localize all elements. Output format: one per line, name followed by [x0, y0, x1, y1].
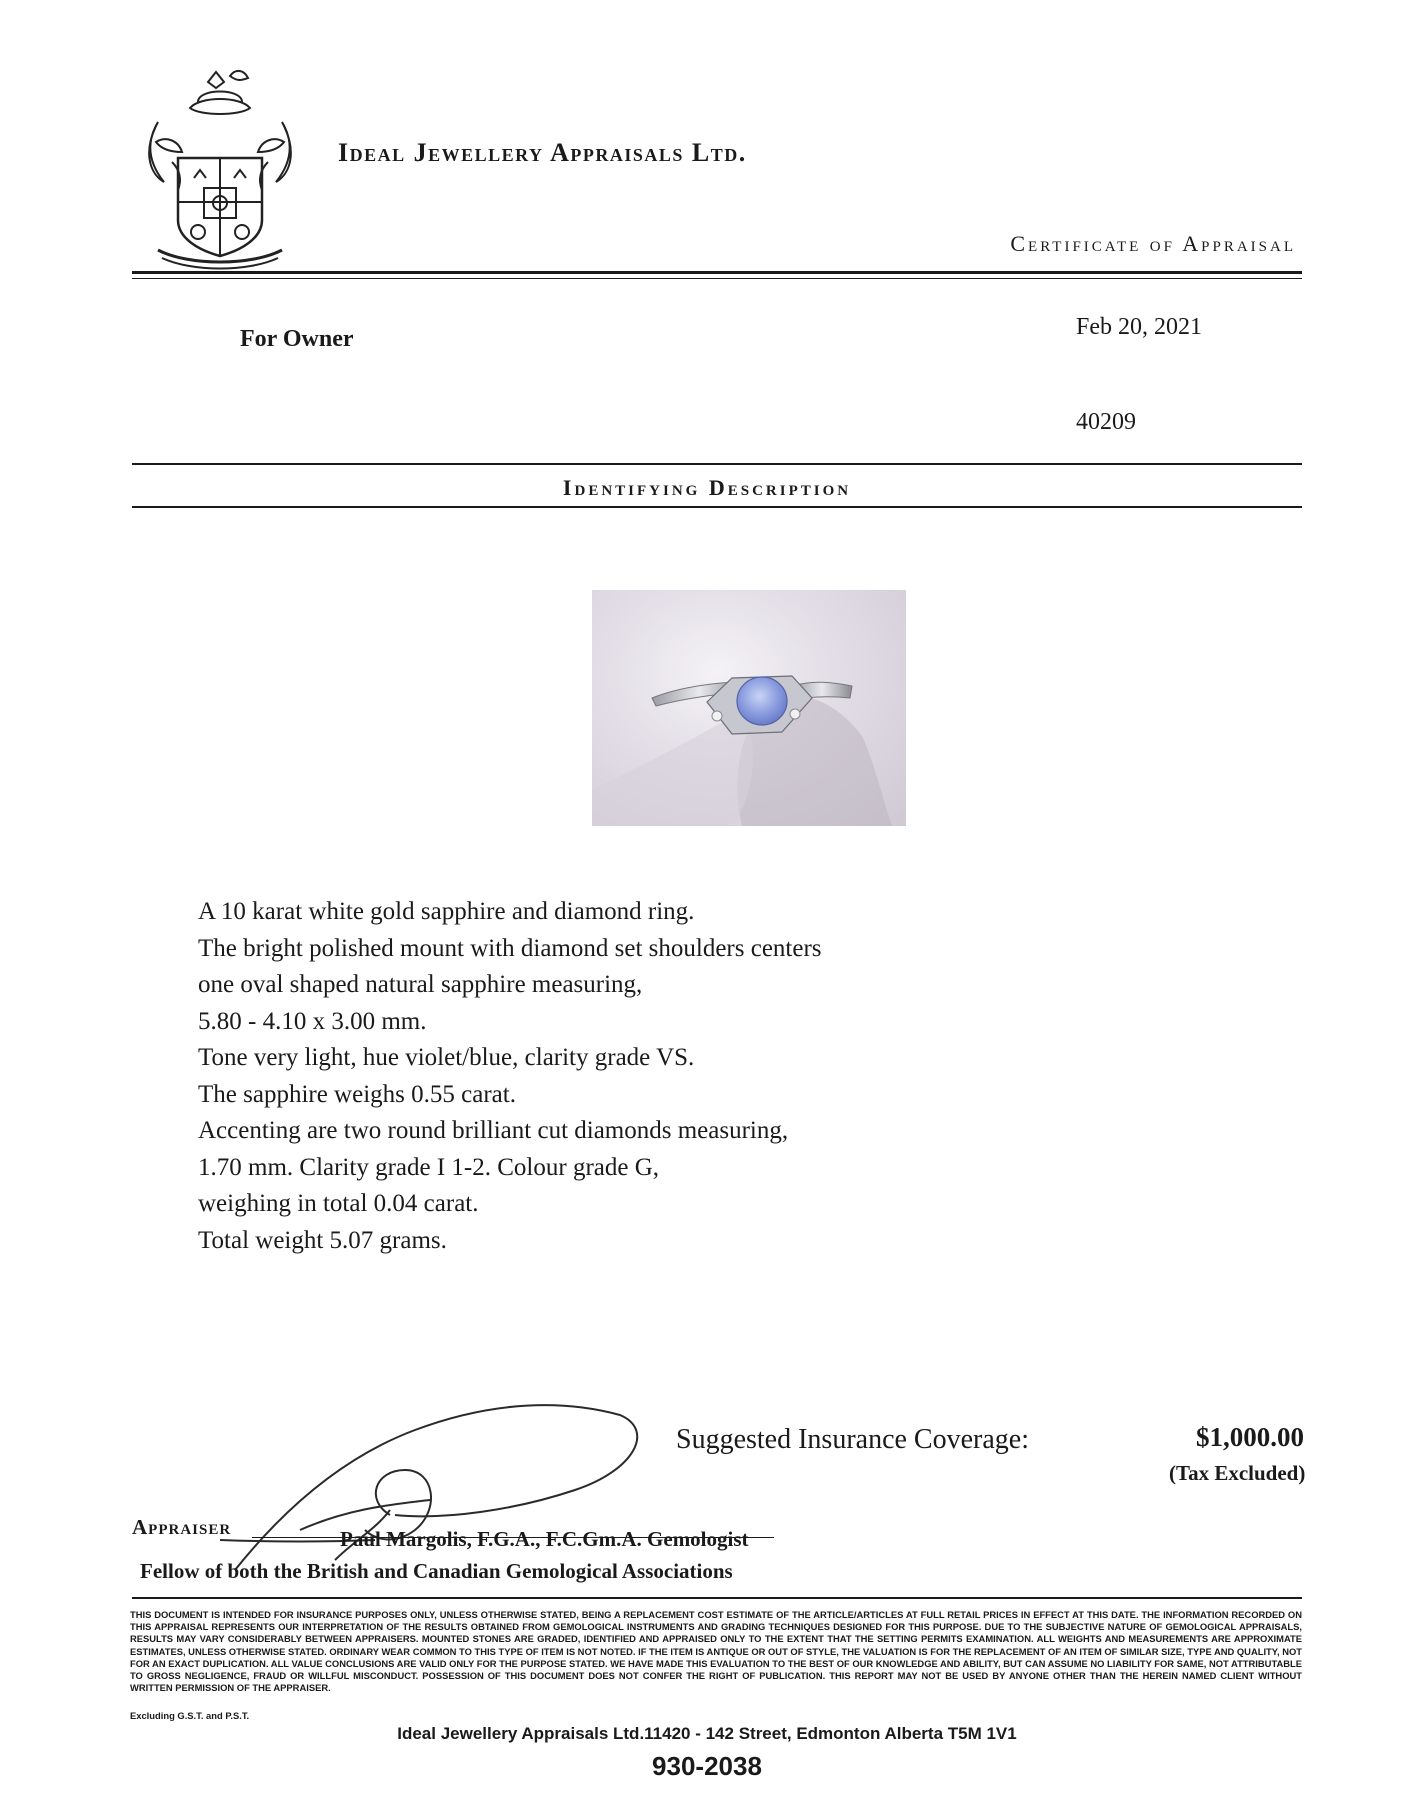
section-divider-top [132, 463, 1302, 465]
footer-divider [132, 1597, 1302, 1599]
description-line: Total weight 5.07 grams. [198, 1226, 447, 1254]
insurance-coverage-value: $1,000.00 [1196, 1422, 1304, 1452]
insurance-coverage-label: Suggested Insurance Coverage: [676, 1424, 1029, 1455]
item-description [198, 894, 822, 1259]
recipient-label: For Owner [240, 326, 354, 352]
description-line: The sapphire weighs 0.55 carat. [198, 1080, 516, 1108]
description-line: weighing in total 0.04 carat. [198, 1190, 479, 1217]
company-name: Ideal Jewellery Appraisals Ltd. [338, 138, 747, 167]
description-line: A 10 karat white gold sapphire and diamond ring. [198, 898, 695, 925]
appraiser-name: Paul Margolis, F.G.A., F.C.Gm.A. Gemologist [340, 1527, 749, 1551]
tax-note: (Tax Excluded) [1169, 1461, 1306, 1485]
description-line: 1.70 mm. Clarity grade I 1-2. Colour grade G, [198, 1153, 660, 1181]
header-divider [132, 271, 1302, 274]
description-line: Accenting are two round brilliant cut diamonds measuring, [198, 1117, 789, 1144]
description-line: 5.80 - 4.10 x 3.00 mm. [198, 1007, 427, 1035]
appraiser-fellowship: Fellow of both the British and Canadian Gemological Associations [140, 1559, 733, 1583]
disclaimer-text: THIS DOCUMENT IS INTENDED FOR INSURANCE PURPOSES ONLY, UNLESS OTHERWISE STATED, BEING A REPLACEMENT COST ESTIMATE OF THE ARTICLE/ARTICLES AT FULL RETAIL PRICES IN EFFECT AT THIS DATE. THE INFORMATION RECORDED ON THIS APPRAISAL REPRESENTS OUR INTERPRETATION OF THE RESULTS OBTAINED FROM GEMOLOGICAL INSTRUMENTS AND GRADING TECHNIQUES DESIGNED FOR THIS PURPOSE. DUE TO THE SUBJECTIVE NATURE OF GEMOLOGICAL APPRAISALS, RESULTS MAY VARY CONSIDERABLY BETWEEN APPRAISERS. MOUNTED STONES ARE GRADED, IDENTIFIED AND APPRAISED ONLY TO THE EXTENT THAT THE SETTING PERMITS EXAMINATION. ALL WEIGHTS AND MEASUREMENTS ARE APPROXIMATE ESTIMATES, UNLESS OTHERWISE STATED. ORDINARY WEAR COMMON TO THIS TYPE OF ITEM IS NOT NOTED. IF THE ITEM IS ANTIQUE OR OUT OF STYLE, THE VALUATION IS FOR THE REPLACEMENT OF AN ITEM OF SIMILAR SIZE, TYPE AND QUALITY, NOT FOR AN EXACT DUPLICATION. ALL VALUE CONCLUSIONS ARE VALID ONLY FOR THE PURPOSE STATED. WE HAVE MADE THIS EVALUATION TO THE BEST OF OUR KNOWLEDGE AND ABILITY, BUT CAN ASSUME NO LIABILITY FOR SAME, NOT ATTRIBUTABLE TO GROSS NEGLIGENCE, FRAUD OR WILLFUL MISCONDUCT. POSSESSION OF THIS DOCUMENT DOES NOT CONFER THE RIGHT OF PUBLICATION. THIS REPORT MAY NOT BE USED BY ANYONE OTHER THAN THE HEREIN NAMED CLIENT WITHOUT WRITTEN PERMISSION OF THE APPRAISER. [130, 1609, 1302, 1694]
header-divider-thin [132, 278, 1302, 279]
footer-address: Ideal Jewellery Appraisals Ltd.11420 - 142 Street, Edmonton Alberta T5M 1V1 [397, 1724, 1017, 1743]
footer-phone: 930-2038 [652, 1751, 762, 1781]
reference-number: 40209 [1076, 409, 1136, 435]
description-line: Tone very light, hue violet/blue, clarity grade VS. [198, 1044, 695, 1071]
description-line: one oval shaped natural sapphire measuring, [198, 971, 643, 998]
section-divider-bottom [132, 506, 1302, 508]
ring-photo [592, 590, 906, 826]
appraiser-label: Appraiser [132, 1515, 232, 1539]
appraisal-date: Feb 20, 2021 [1076, 314, 1202, 340]
tax-exclusion-note: Excluding G.S.T. and P.S.T. [130, 1710, 250, 1721]
section-title: Identifying Description [562, 475, 852, 500]
certificate-title: Certificate of Appraisal [1010, 231, 1296, 256]
description-line: The bright polished mount with diamond set shoulders centers [198, 934, 822, 962]
company-crest-logo [138, 62, 302, 272]
